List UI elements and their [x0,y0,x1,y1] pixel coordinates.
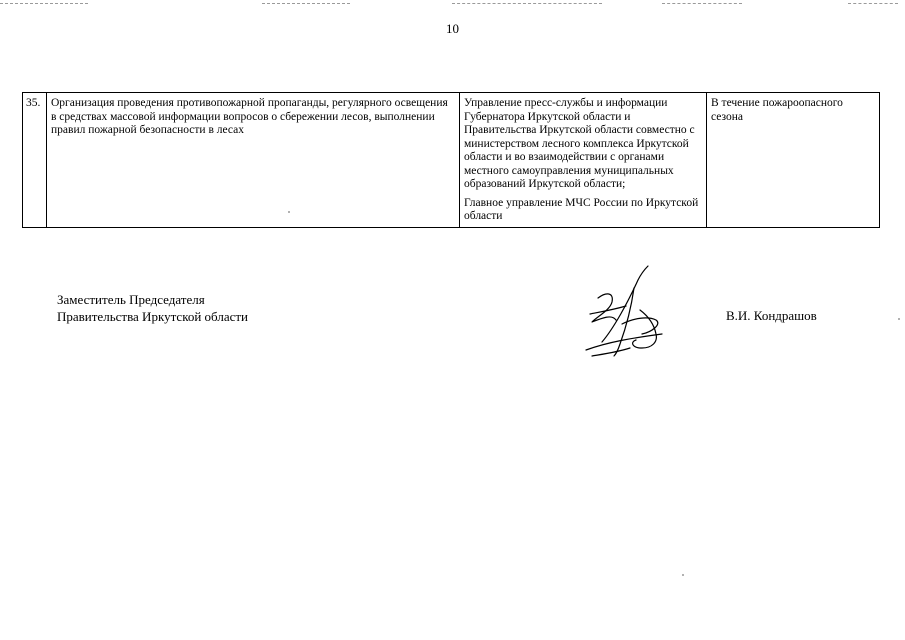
signer-position-line-1: Заместитель Председателя [57,292,205,307]
scan-artifact-line-2 [262,3,350,4]
table-row [23,93,880,228]
scan-speck [288,211,290,213]
scan-artifact-line-1 [0,3,88,4]
signer-position [57,291,248,325]
scan-speck [682,574,684,576]
scan-speck [898,318,900,320]
plan-table [22,92,880,228]
executor-secondary: Главное управление МЧС России по Иркутской области [464,196,699,222]
scan-artifact-line-3 [452,3,602,4]
event-description: Организация проведения противопожарной пропаганды, регулярного освещения в средствах массовой информации вопросов о сбережении лесов, выполнении правил пожарной безопасности в лесах [47,93,460,228]
signer-name: В.И. Кондрашов [726,308,817,323]
executor-primary: Управление пресс-службы и информации Губернатора Иркутской области и Правительства Иркутской области совместно с министерством лесного комплекса Иркутской области и во взаимодействии с органами местного самоуправления муниципальных образований Иркутской области; [464,97,695,190]
row-number: 35. [23,93,47,228]
handwritten-signature [572,262,682,362]
term-cell: В течение пожароопасного сезона [707,93,880,228]
page-number: 10 [446,21,459,36]
scan-artifact-line-5 [848,3,898,4]
executors-cell [460,93,707,228]
scan-artifact-line-4 [662,3,742,4]
signer-position-line-2: Правительства Иркутской области [57,309,249,324]
